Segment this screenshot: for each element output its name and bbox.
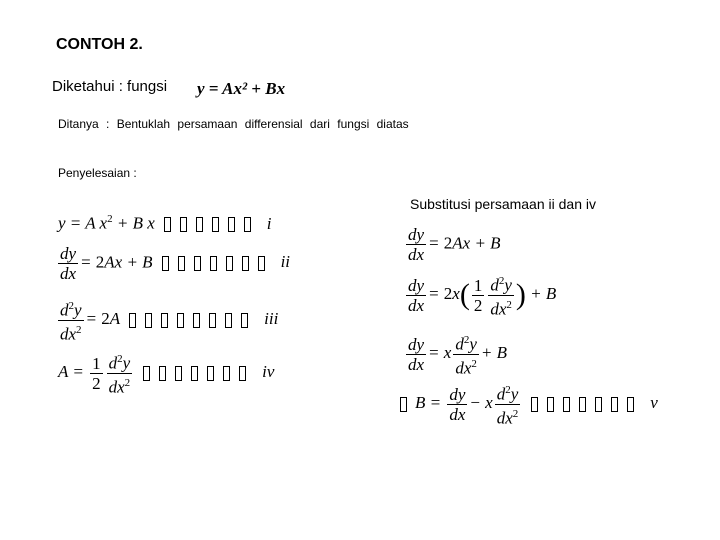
equation-ii: $\frac{dy}{dx}$ = 2Ax + B ii (60, 244, 291, 283)
equation-iii: $\frac{d^2y}{dx^2}$ = 2A iii (56, 297, 278, 343)
question-text: Ditanya : Bentuklah persamaan differensial dari fungsi diatas (58, 117, 409, 131)
given-equation: y = Ax² + Bx (197, 79, 286, 98)
equation-iv: A = $\frac{1}{2}$ $\frac{d^2y}{dx^2}$ iv (58, 350, 274, 396)
substituted-equation-3: $\frac{dy}{dx}$ = x $\frac{d^2y}{dx^2}$ + B (404, 331, 507, 377)
equation-tag-iii: iii (264, 309, 279, 329)
equation-tag-iv: iv (262, 362, 275, 382)
solution-label: Penyelesaian : (58, 166, 137, 180)
equation-tag-ii: ii (280, 252, 291, 272)
equation-tag-v: v (650, 393, 658, 413)
equation-v: B = $\frac{dy}{dx}$ − x $\frac{d^2y}{dx^2}$ v (400, 381, 658, 427)
substitution-label: Substitusi persamaan ii dan iv (410, 196, 596, 212)
equation-tag-i: i (266, 213, 272, 233)
given-label: Diketahui : fungsi (52, 78, 168, 95)
slide-title: CONTOH 2. (56, 36, 143, 53)
substituted-equation-1: $\frac{dy}{dx}$ = 2Ax + B (408, 225, 501, 264)
equation-i: y = A $x^2 + B$ x i (58, 213, 272, 233)
substituted-equation-2: $\frac{dy}{dx}$ = 2x( $\frac{1}{2}$ $\frac{d^2y}{dx^2}$ ) + B (404, 272, 556, 318)
